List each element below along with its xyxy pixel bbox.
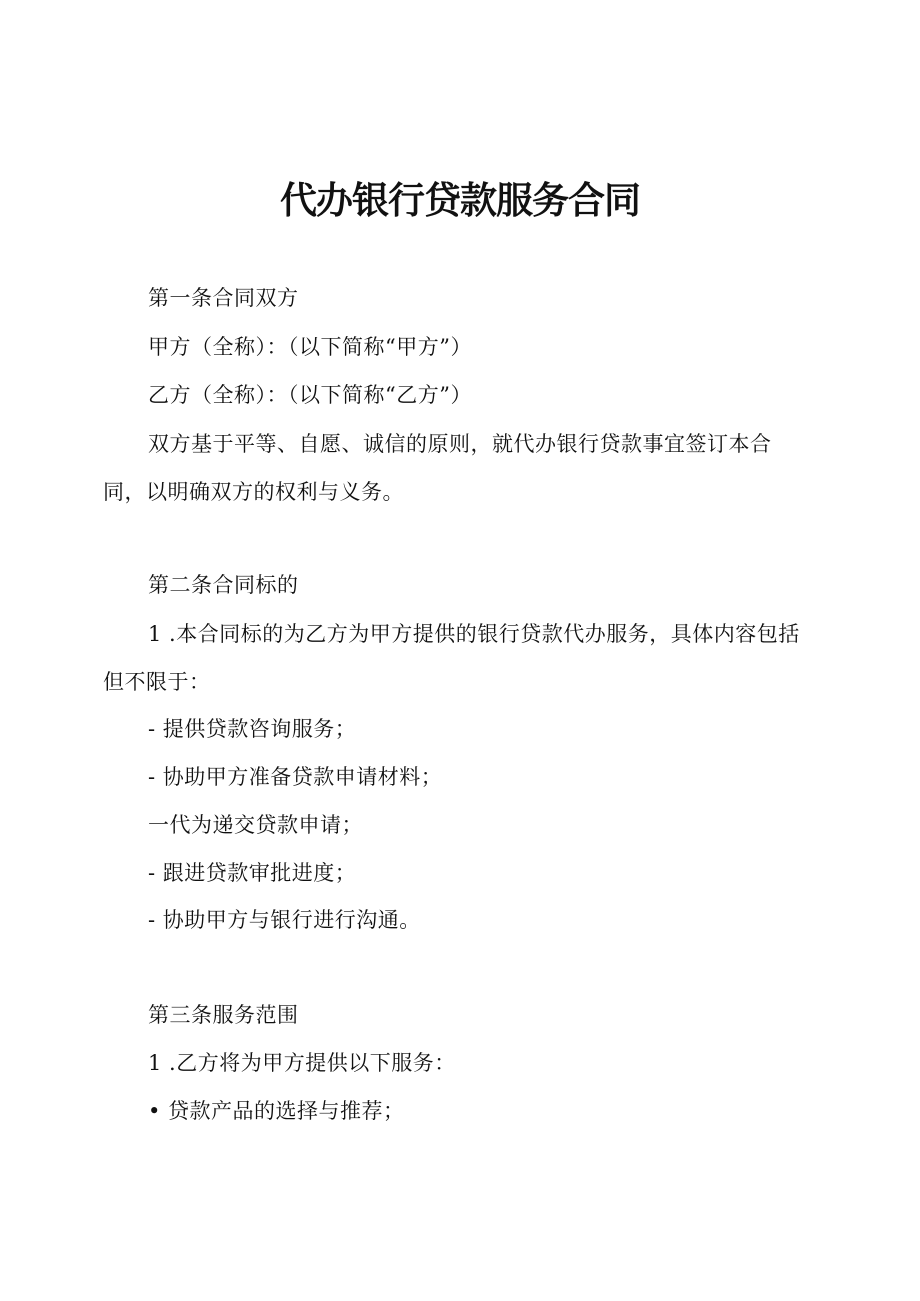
section-2-heading: 第二条合同标的 [148,573,299,597]
intro-paragraph-line-1: 双方基于平等、自愿、诚信的原则，就代办银行贷款事宜签订本合 [148,432,772,456]
list-item: • 贷款产品的选择与推荐； [148,1099,405,1123]
list-item: 一代为递交贷款申请； [148,813,363,837]
list-item: - 跟进贷款审批进度； [148,861,357,885]
party-a-line: 甲方（全称）：（以下简称“甲方”） [148,335,472,359]
section-2-item-1-line-1: 1 .本合同标的为乙方为甲方提供的银行贷款代办服务，具体内容包括 [148,622,800,646]
list-item: - 提供贷款咨询服务； [148,717,357,741]
section-1-heading: 第一条合同双方 [148,286,299,310]
party-b-line: 乙方（全称）：（以下简称“乙方”） [148,383,472,407]
intro-paragraph-line-2: 同，以明确双方的权利与义务。 [103,480,404,504]
section-3-heading: 第三条服务范围 [148,1003,299,1027]
document-title: 代办银行贷款服务合同 [280,179,640,222]
section-2-item-1-line-2: 但不限于： [103,670,211,694]
list-item: - 协助甲方准备贷款申请材料； [148,765,443,789]
section-3-item-1: 1 .乙方将为甲方提供以下服务： [148,1051,456,1075]
list-item: - 协助甲方与银行进行沟通。 [148,908,421,932]
